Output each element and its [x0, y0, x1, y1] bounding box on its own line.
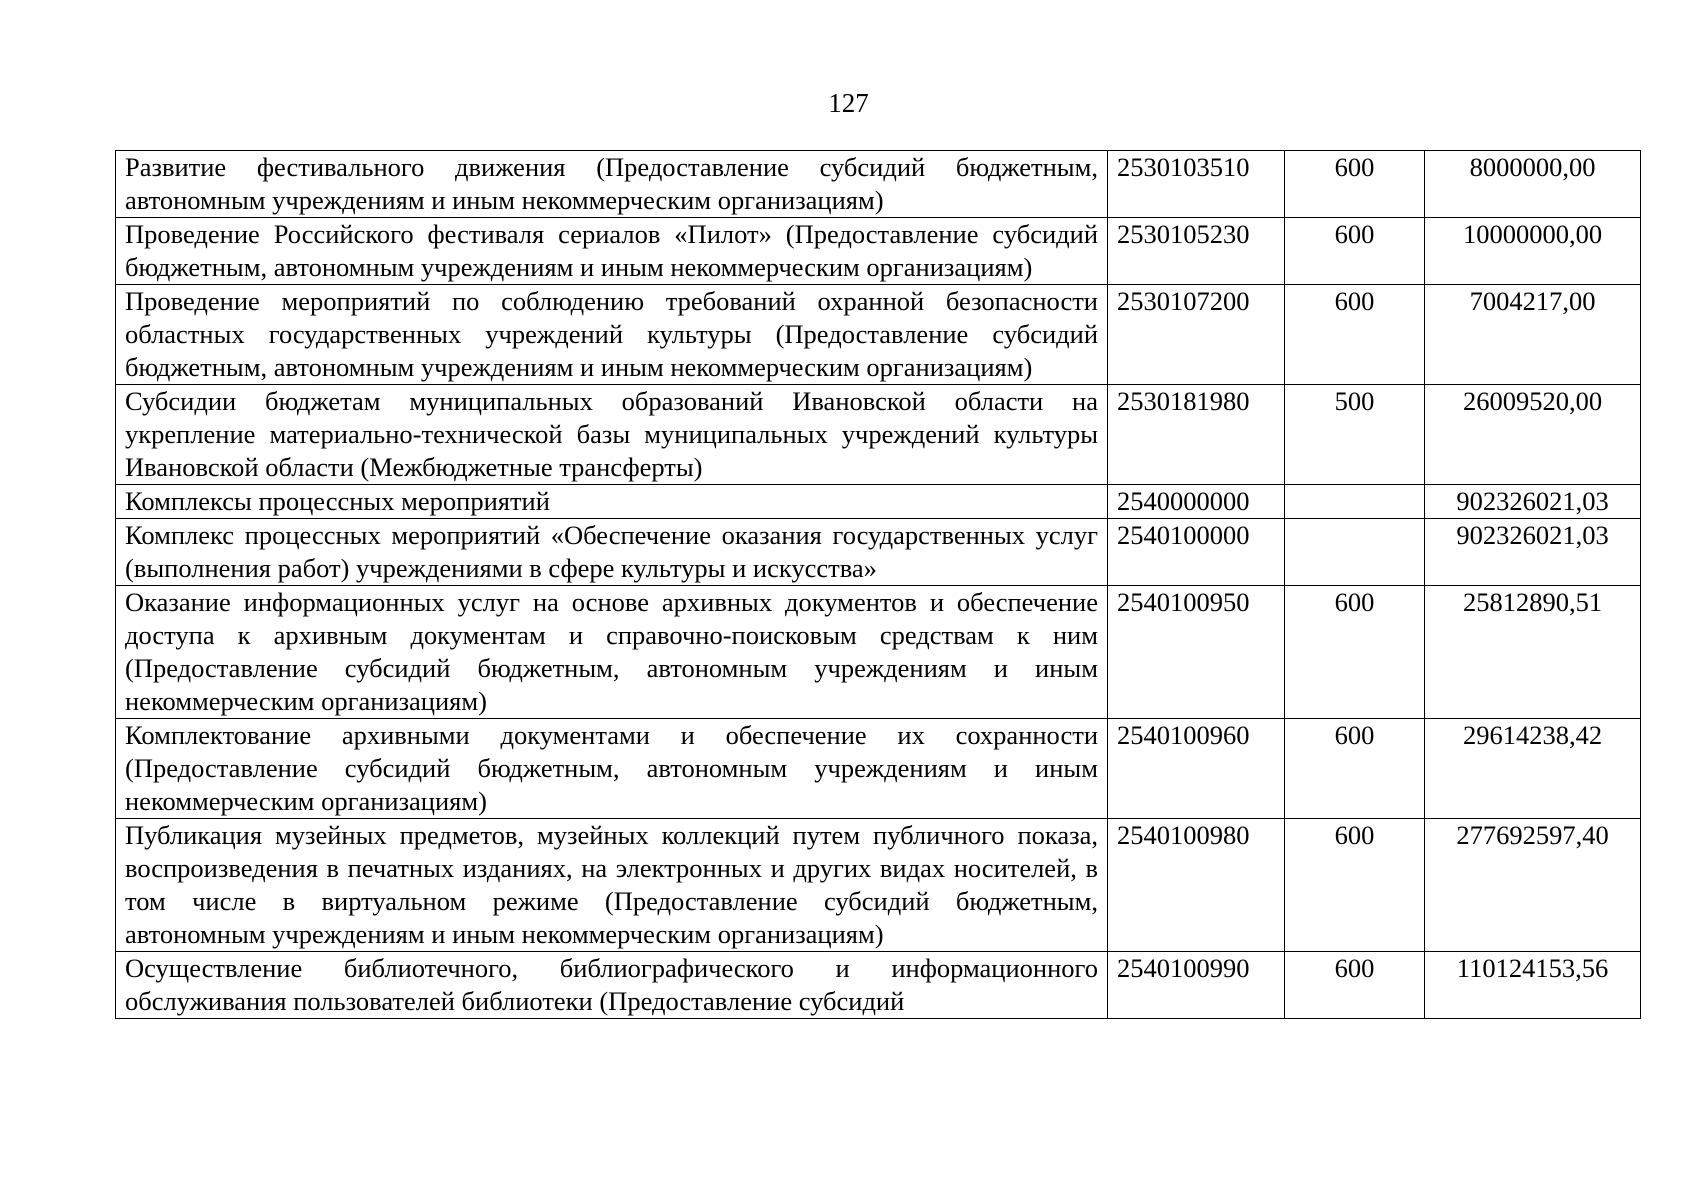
row-expense-type: 600	[1285, 285, 1425, 385]
table-row	[116, 586, 1641, 719]
row-target-code: 2540100990	[1108, 952, 1285, 1019]
row-expense-type: 600	[1285, 586, 1425, 719]
row-amount: 29614238,42	[1425, 719, 1641, 819]
row-description: Проведение мероприятий по соблюдению требований охранной безопасности областных государственных учреждений культуры (Предоставление субсидий бюджетным, автономным учреждениям и иным некоммерческим организациям)	[116, 285, 1108, 385]
row-expense-type	[1285, 485, 1425, 519]
table-row	[116, 519, 1641, 586]
row-target-code: 2540000000	[1108, 485, 1285, 519]
row-expense-type: 600	[1285, 151, 1425, 218]
row-description: Публикация музейных предметов, музейных коллекций путем публичного показа, воспроизведения в печатных изданиях, на электронных и других видах носителей, в том числе в виртуальном режиме (Предоставление субсидий бюджетным, автономным учреждениям и иным некоммерческим организациям)	[116, 819, 1108, 952]
row-amount: 7004217,00	[1425, 285, 1641, 385]
row-target-code: 2530107200	[1108, 285, 1285, 385]
table-row	[116, 151, 1641, 218]
table-row	[116, 819, 1641, 952]
row-description: Комплектование архивными документами и обеспечение их сохранности (Предоставление субсидий бюджетным, автономным учреждениям и иным некоммерческим организациям)	[116, 719, 1108, 819]
table-row	[116, 719, 1641, 819]
table-row	[116, 285, 1641, 385]
row-target-code: 2540100950	[1108, 586, 1285, 719]
row-amount: 902326021,03	[1425, 485, 1641, 519]
row-expense-type: 600	[1285, 218, 1425, 285]
row-description: Комплексы процессных мероприятий	[116, 485, 1108, 519]
row-expense-type: 600	[1285, 819, 1425, 952]
table-row	[116, 218, 1641, 285]
row-description: Проведение Российского фестиваля сериалов «Пилот» (Предоставление субсидий бюджетным, автономным учреждениям и иным некоммерческим организациям)	[116, 218, 1108, 285]
row-target-code: 2540100980	[1108, 819, 1285, 952]
row-expense-type	[1285, 519, 1425, 586]
table-row	[116, 385, 1641, 485]
table-row	[116, 485, 1641, 519]
row-description: Комплекс процессных мероприятий «Обеспечение оказания государственных услуг (выполнения работ) учреждениями в сфере культуры и искусства»	[116, 519, 1108, 586]
budget-table	[115, 150, 1641, 1019]
row-target-code: 2530103510	[1108, 151, 1285, 218]
row-amount: 26009520,00	[1425, 385, 1641, 485]
row-amount: 8000000,00	[1425, 151, 1641, 218]
row-amount: 902326021,03	[1425, 519, 1641, 586]
row-description: Оказание информационных услуг на основе архивных документов и обеспечение доступа к архивным документам и справочно-поисковым средствам к ним (Предоставление субсидий бюджетным, автономным учреждениям и иным некоммерческим организациям)	[116, 586, 1108, 719]
row-expense-type: 500	[1285, 385, 1425, 485]
row-description: Субсидии бюджетам муниципальных образований Ивановской области на укрепление материально-технической базы муниципальных учреждений культуры Ивановской области (Межбюджетные трансферты)	[116, 385, 1108, 485]
row-amount: 25812890,51	[1425, 586, 1641, 719]
page-number: 127	[828, 88, 869, 118]
row-target-code: 2530181980	[1108, 385, 1285, 485]
row-expense-type: 600	[1285, 952, 1425, 1019]
row-expense-type: 600	[1285, 719, 1425, 819]
row-description: Развитие фестивального движения (Предоставление субсидий бюджетным, автономным учреждениям и иным некоммерческим организациям)	[116, 151, 1108, 218]
row-target-code: 2540100960	[1108, 719, 1285, 819]
table-row	[116, 952, 1641, 1019]
row-target-code: 2540100000	[1108, 519, 1285, 586]
row-amount: 277692597,40	[1425, 819, 1641, 952]
row-amount: 10000000,00	[1425, 218, 1641, 285]
row-target-code: 2530105230	[1108, 218, 1285, 285]
row-amount: 110124153,56	[1425, 952, 1641, 1019]
row-description: Осуществление библиотечного, библиографического и информационного обслуживания пользователей библиотеки (Предоставление субсидий	[116, 952, 1108, 1019]
